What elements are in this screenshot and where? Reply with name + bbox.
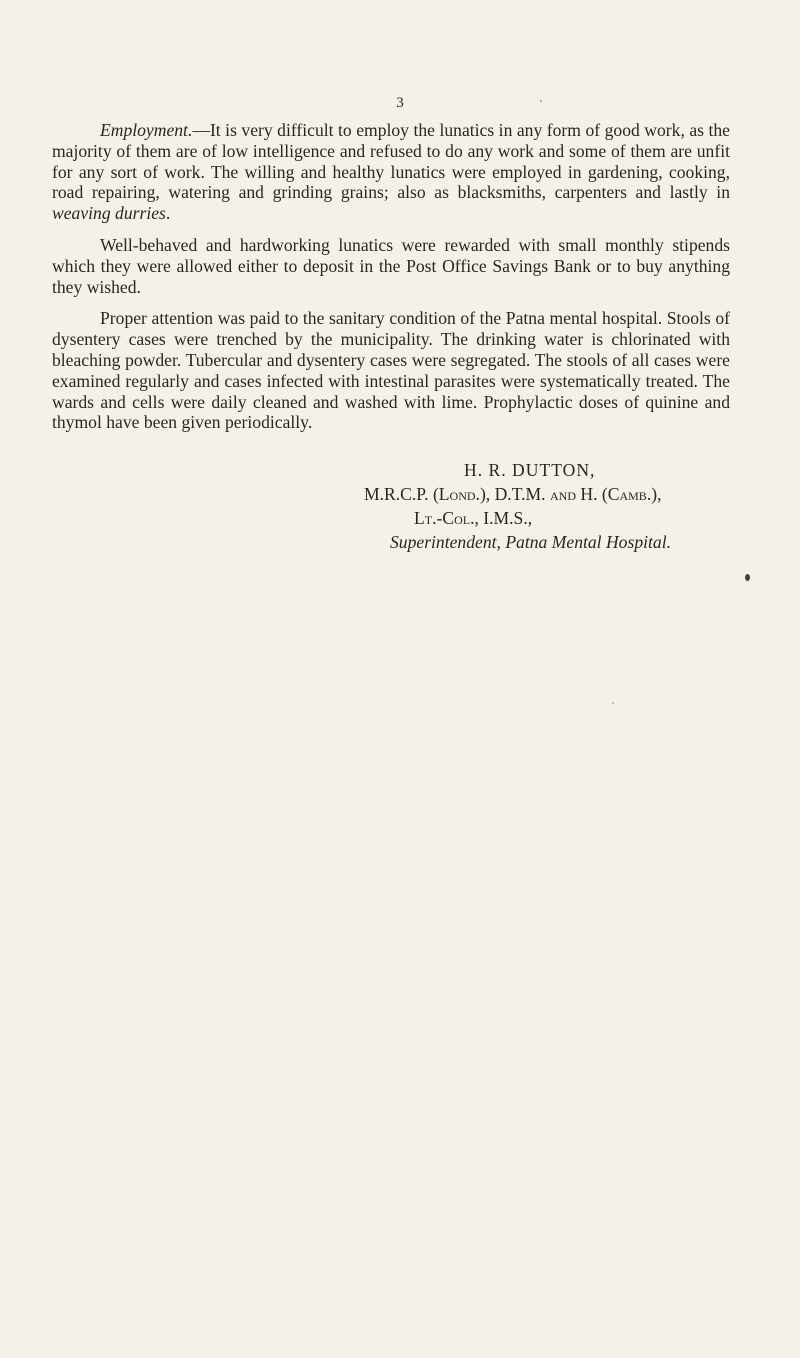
- paper-speck: [540, 100, 542, 102]
- signatory-title: Superintendent, Patna Mental Hospital.: [390, 532, 671, 552]
- employment-italic-phrase: weaving durries: [52, 203, 166, 224]
- employment-heading: Employment.: [100, 120, 193, 140]
- signatory-qualifications: M.R.C.P. (Lond.), D.T.M. and H. (Camb.),: [364, 484, 662, 504]
- paper-speck: [612, 702, 614, 704]
- paragraph-sanitation: Proper attention was paid to the sanitary condition of the Patna mental hospital. Stools of dysentery cases were trenched by the municipality. The drinking water is chlorinated with bleaching powder. Tubercular and dysentery cases were segregated. The stools of all cases were examined regularly and cases infected with intestinal parasites were systematically treated. The wards and cells were daily cleaned and washed with lime. Prophylactic doses of quinine and thymol have been given periodically.: [52, 308, 730, 433]
- paper-speck: [745, 574, 750, 581]
- paragraph-stipends: Well-behaved and hardworking lunatics were rewarded with small monthly stipends which they were allowed either to deposit in the Post Office Savings Bank or to buy anything they wished.: [52, 234, 730, 297]
- employment-text-end: .: [165, 203, 171, 224]
- signatory-rank: Lt.-Col., I.M.S.,: [414, 508, 533, 528]
- signatory-name: H. R. DUTTON,: [464, 460, 596, 480]
- body-text: [52, 120, 730, 444]
- employment-text: —It is very difficult to employ the lunatics in any form of good work, as the majority of them are of low intelligence and refused to do any work and some of them are unfit for any sort of work. The willing and healthy lunatics were employed in gardening, cooking, road repairing, watering and grinding grains; also as blacksmiths, carpenters and lastly in: [52, 120, 730, 203]
- page-number: 3: [396, 95, 404, 111]
- signature-block: [364, 458, 710, 554]
- paragraph-employment: [52, 120, 730, 224]
